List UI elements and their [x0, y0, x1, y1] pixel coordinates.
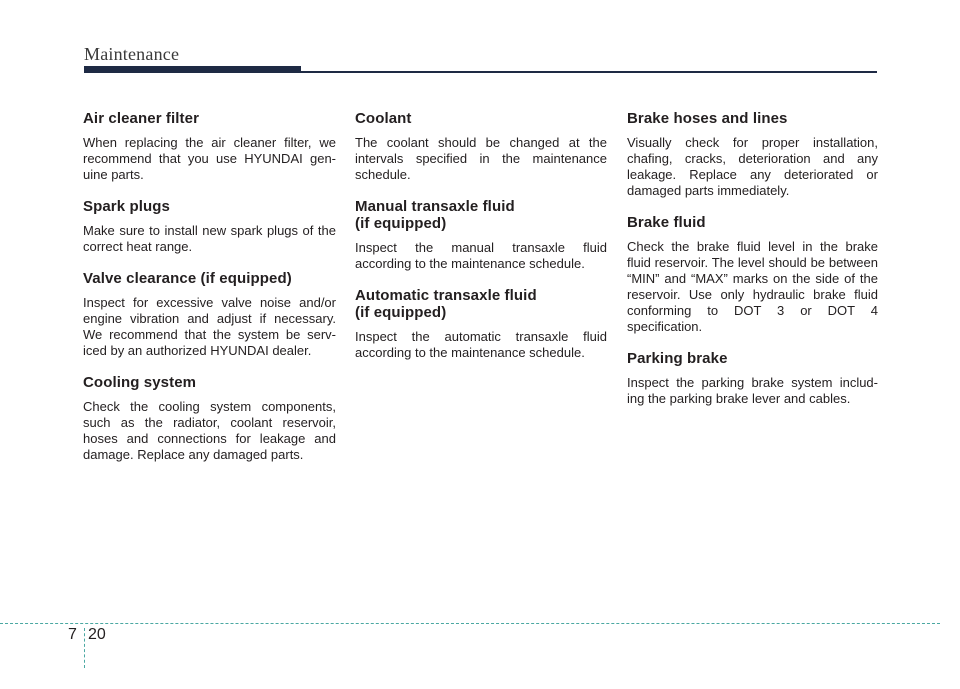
- section-manual-transaxle-fluid: [355, 198, 607, 272]
- section-brake-fluid: [627, 214, 878, 335]
- heading-line: Automatic transaxle fluid: [355, 287, 537, 304]
- section-heading: Cooling system: [83, 374, 197, 391]
- section-heading: Valve clearance (if equipped): [83, 270, 292, 287]
- section-heading: Parking brake: [627, 350, 728, 367]
- section-body: Check the brake fluid level in the brake fluid reservoir. The level should be between “MIN” and “MAX” marks on the side of the reservoir. Use only hydraulic brake fluid conforming to DOT 3 or DOT 4 specification.: [627, 239, 878, 334]
- section-heading: Coolant: [355, 110, 412, 127]
- section-heading: [355, 287, 607, 321]
- section-coolant: [355, 110, 607, 183]
- section-heading: Air cleaner filter: [83, 110, 200, 127]
- section-heading: Spark plugs: [83, 198, 170, 215]
- section-body: Inspect the automatic transaxle fluid according to the maintenance schedule.: [355, 329, 607, 360]
- column-right: [627, 110, 878, 422]
- page-number: 20: [88, 626, 106, 643]
- footer-dashed-rule: [0, 623, 940, 624]
- section-brake-hoses-and-lines: [627, 110, 878, 199]
- section-body: The coolant should be changed at the intervals specified in the maintenance schedule.: [355, 135, 607, 182]
- section-body: When replacing the air cleaner filter, we recommend that you use HYUNDAI gen- uine parts.: [83, 135, 336, 182]
- heading-line: (if equipped): [355, 304, 447, 321]
- section-heading: [355, 198, 607, 232]
- column-left: [83, 110, 336, 478]
- section-body: Inspect the parking brake system includ- ing the parking brake lever and cables.: [627, 375, 878, 406]
- section-body: Inspect the manual transaxle fluid according to the maintenance schedule.: [355, 240, 607, 271]
- section-body: Visually check for proper installation, chafing, cracks, deterioration and any leakage. Replace any deteriorated or damaged parts immediately.: [627, 135, 878, 198]
- footer-dashed-divider: [84, 628, 85, 668]
- section-cooling-system: [83, 374, 336, 463]
- section-body: Make sure to install new spark plugs of the correct heat range.: [83, 223, 336, 254]
- header-rule: [301, 71, 877, 73]
- section-spark-plugs: [83, 198, 336, 255]
- section-heading: Brake fluid: [627, 214, 706, 231]
- heading-line: Manual transaxle fluid: [355, 198, 515, 215]
- section-valve-clearance: [83, 270, 336, 359]
- column-middle: [355, 110, 607, 376]
- section-body: Inspect for excessive valve noise and/or engine vibration and adjust if necessary. We recommend that the system be serv- iced by an authorized HYUNDAI dealer.: [83, 295, 336, 358]
- section-parking-brake: [627, 350, 878, 407]
- section-automatic-transaxle-fluid: [355, 287, 607, 361]
- heading-line: (if equipped): [355, 215, 447, 232]
- section-body: Check the cooling system components, such as the radiator, coolant reservoir, hoses and connections for leakage and damage. Replace any damaged parts.: [83, 399, 336, 462]
- section-title: Maintenance: [84, 44, 180, 64]
- section-heading: Brake hoses and lines: [627, 110, 788, 127]
- section-air-cleaner-filter: [83, 110, 336, 183]
- header-accent-bar: [84, 66, 301, 73]
- chapter-number: 7: [68, 626, 77, 643]
